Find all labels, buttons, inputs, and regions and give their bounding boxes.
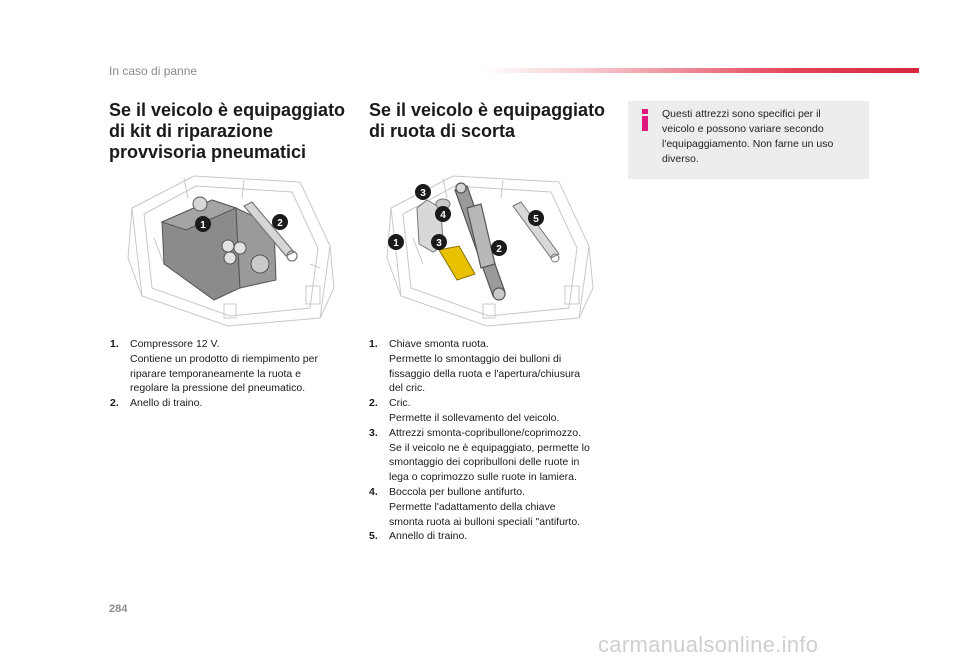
left-tool-list [110,337,340,411]
list-item-text: Contiene un prodotto di riempimento per [130,352,318,365]
list-item [369,396,614,426]
list-item-number: 2. [110,397,119,410]
list-item-text: Se il veicolo ne è equipaggiato, permette lo [389,441,590,454]
list-item-text: Cric. [389,397,411,410]
info-box [628,101,869,179]
info-icon [638,109,652,131]
spare-wheel-tools-illustration [383,168,595,330]
info-line: veicolo e possono variare secondo [662,123,824,135]
list-item-number: 1. [369,338,378,350]
list-item [110,396,340,411]
right-tool-list [369,337,614,544]
callout-label: 5 [533,214,539,225]
highlighted-tool [439,246,475,280]
list-item [369,485,614,529]
right-section-title [369,100,619,142]
left-title-line: di kit di riparazione [109,121,274,141]
list-item-text: Permette il sollevamento del veicolo. [389,411,560,424]
list-item-text: del cric. [389,382,426,395]
callout-label: 1 [200,220,206,231]
list-item-number: 3. [369,426,378,439]
list-item-text: lega o coprimozzo sulle ruote in lamiera. [389,471,577,484]
header-accent-bar [480,68,919,73]
list-item-text: Permette lo smontaggio dei bulloni di [389,352,562,365]
info-line: diverso. [662,153,699,165]
info-line: l'equipaggiamento. Non farne un uso [662,138,834,150]
list-item-text: Boccola per bullone antifurto. [389,485,526,498]
callout-label: 1 [393,238,399,249]
repair-kit-illustration [124,168,336,330]
list-item-number: 5. [369,530,378,543]
list-item [110,337,340,396]
section-label: In caso di panne [109,64,198,78]
left-title-line: provvisoria pneumatici [109,142,307,162]
callout-label: 2 [496,244,502,255]
list-item-text: riparare temporaneamente la ruota e [130,367,302,380]
list-item [369,529,614,544]
page-number: 284 [109,603,128,615]
right-title-line: Se il veicolo è equipaggiato [369,100,606,120]
list-item [369,337,614,396]
list-item-text: fissaggio della ruota e l'apertura/chiusura [389,367,581,380]
callout-label: 3 [436,238,442,249]
list-item-number: 1. [110,338,119,350]
right-title-line: di ruota di scorta [369,121,516,141]
list-item-text: Attrezzi smonta-copribullone/coprimozzo. [389,426,581,439]
left-section-title [109,100,359,163]
list-item-number: 2. [369,397,378,410]
info-line: Questi attrezzi sono specifici per il [662,108,821,120]
list-item-text: regolare la pressione del pneumatico. [130,382,306,395]
list-item [369,426,614,485]
list-item-text: Compressore 12 V. [130,338,220,350]
callout-label: 3 [420,188,426,199]
left-title-line: Se il veicolo è equipaggiato [109,100,346,120]
list-item-text: Permette l'adattamento della chiave [389,500,556,513]
list-item-text: Annello di traino. [389,530,468,543]
callout-label: 4 [440,210,446,221]
callout-label: 2 [277,218,283,229]
list-item-text: smonta ruota ai bulloni speciali "antifurto. [389,515,581,528]
list-item-number: 4. [369,485,378,498]
list-item-text: Anello di traino. [130,397,203,410]
watermark: carmanualsonline.info [598,632,819,657]
list-item-text: Chiave smonta ruota. [389,338,489,350]
list-item-text: smontaggio dei copribulloni delle ruote in [389,456,580,469]
